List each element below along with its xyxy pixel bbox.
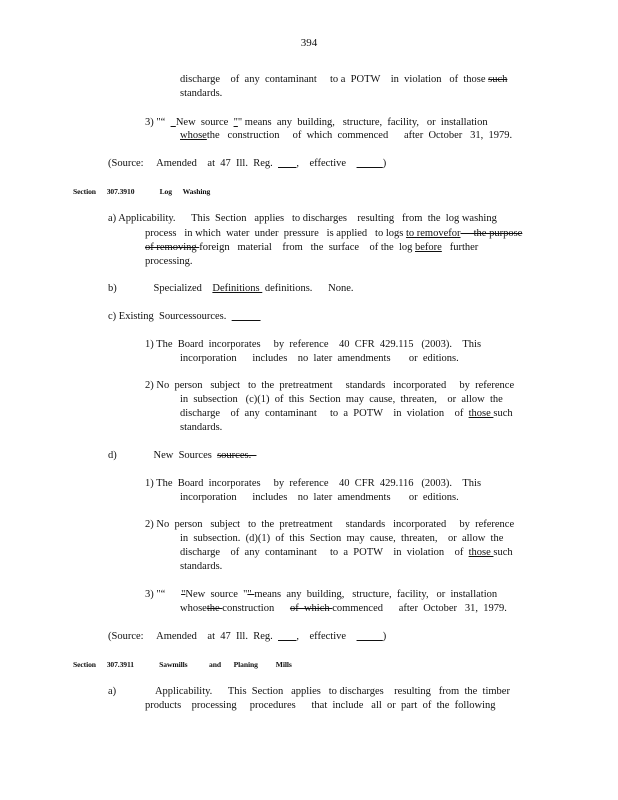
text-run: 1) The Board incorporates by reference 40 CFR 429.116 (2003). This: [145, 478, 482, 489]
s3910-c1-line2: [180, 352, 459, 366]
text-run: commenced after October 31, 1979.: [332, 603, 507, 614]
source-note-2: [108, 630, 386, 644]
source-note-1: [108, 157, 386, 171]
inserted-text: Definitions: [212, 283, 263, 294]
text-run: standards.: [180, 422, 223, 433]
inserted-text: [357, 158, 383, 169]
text-run: a) Applicability. This Section applies to discharges resulting from the timber: [108, 686, 510, 697]
text-run: incorporation includes no later amendments or editions.: [180, 353, 459, 364]
text-run: foreign material from the surface of the log: [199, 242, 416, 253]
s3910-c: [108, 310, 261, 324]
deleted-text: ": [181, 589, 186, 600]
inserted-text: to removefor: [405, 228, 461, 239]
inserted-text: [278, 158, 296, 169]
text-run: (Source: Amended at 47 Ill. Reg.: [108, 158, 279, 169]
s3910-d2-line3: [180, 546, 513, 560]
prev-item2-line2: [180, 87, 222, 101]
text-run: New source: [175, 117, 234, 128]
text-run: whose: [180, 603, 207, 614]
text-run: 1) The Board incorporates by reference 40 CFR 429.115 (2003). This: [145, 339, 482, 350]
s3910-c2-line4: [180, 421, 222, 435]
s3910-d2-line1: [145, 518, 514, 532]
deleted-text: of which: [289, 603, 333, 614]
text-run: 2) No person subject to the pretreatment standards incorporated by reference: [145, 519, 515, 530]
text-run: the construction of which commenced after October 31, 1979.: [206, 130, 513, 141]
inserted-text: [357, 631, 383, 642]
s3910-d2-line2: [180, 532, 503, 546]
s3910-c2-line3: [180, 407, 513, 421]
inserted-text: [278, 631, 296, 642]
s3910-a-line3: [145, 241, 478, 255]
text-run: standards.: [180, 88, 223, 99]
deleted-text: sources.: [217, 450, 257, 461]
text-run: " means any building, structure, facility, or installation: [237, 117, 488, 128]
inserted-text: those: [468, 547, 494, 558]
text-run: products processing procedures that include all or part of the following: [145, 700, 496, 711]
inserted-text: ": [233, 117, 238, 128]
s3910-a-line2: [145, 227, 522, 241]
text-run: definitions. None.: [262, 283, 354, 294]
s3910-d1-line2: [180, 491, 459, 505]
s3910-a-line4: [145, 255, 193, 269]
text-run: in subsection. (d)(1) of this Section may cause, threaten, or allow the: [180, 533, 504, 544]
deleted-text: the: [206, 603, 223, 614]
s3910-c2-line2: [180, 393, 503, 407]
text-run: ): [382, 631, 387, 642]
s3910-c2-line1: [145, 379, 514, 393]
text-run: d) New Sources: [108, 450, 218, 461]
text-run: processing.: [145, 256, 193, 267]
text-run: standards.: [180, 561, 223, 572]
text-run: process in which water under pressure is applied to logs: [145, 228, 406, 239]
s3910-d2-line4: [180, 560, 222, 574]
prev-item2-line1: [180, 73, 507, 87]
text-run: Section 307.3911 Sawmills and Planing Mills: [73, 660, 292, 669]
text-run: incorporation includes no later amendments or editions.: [180, 492, 459, 503]
text-run: , effective: [296, 158, 357, 169]
text-run: , effective: [296, 631, 357, 642]
text-run: b) Specialized: [108, 283, 213, 294]
text-run: such: [493, 408, 513, 419]
text-run: discharge of any contaminant to a POTW in violation of: [180, 547, 469, 558]
s3910-b: [108, 282, 354, 296]
text-run: a) Applicability. This Section applies to discharges resulting from the log washing: [108, 213, 497, 224]
text-run: ): [382, 158, 387, 169]
inserted-text: [232, 311, 261, 322]
text-run: New source ": [185, 589, 248, 600]
text-run: c) Existing Sourcessources.: [108, 311, 232, 322]
section-heading-307-3911: [73, 660, 292, 669]
inserted-text: before: [415, 242, 442, 253]
inserted-text: those: [468, 408, 494, 419]
s3910-c1-line1: [145, 338, 481, 352]
inserted-text: whose: [180, 130, 207, 141]
s3911-a-line1: [108, 685, 510, 699]
text-run: Section 307.3910 Log Washing: [73, 187, 211, 196]
text-run: 3) "“: [145, 589, 182, 600]
deleted-text: such: [488, 74, 508, 85]
text-run: such: [493, 547, 513, 558]
s3910-d: [108, 449, 256, 463]
text-run: discharge of any contaminant to a POTW in violation of: [180, 408, 469, 419]
page-number: 394: [300, 37, 318, 49]
s3910-a-line1: [108, 212, 497, 226]
s3910-d3-line1: [145, 588, 497, 602]
text-run: 3) "“: [145, 117, 171, 128]
section-heading-307-3910: [73, 187, 210, 196]
deleted-text: of removing: [145, 242, 200, 253]
deleted-text: ": [247, 589, 255, 600]
text-run: 2) No person subject to the pretreatment standards incorporated by reference: [145, 380, 515, 391]
s3911-a-line2: [145, 699, 496, 713]
text-run: means any building, structure, facility, or installation: [254, 589, 498, 600]
s3910-d1-line1: [145, 477, 481, 491]
prev-item3-line1: [145, 116, 488, 130]
text-run: discharge of any contaminant to a POTW in violation of those: [180, 74, 489, 85]
text-run: in subsection (c)(1) of this Section may cause, threaten, or allow the: [180, 394, 503, 405]
text-run: further: [441, 242, 479, 253]
deleted-text: the purpose: [460, 228, 523, 239]
s3910-d3-line2: [180, 602, 507, 616]
text-run: (Source: Amended at 47 Ill. Reg.: [108, 631, 279, 642]
prev-item3-line2: [180, 129, 512, 143]
text-run: construction: [222, 603, 290, 614]
